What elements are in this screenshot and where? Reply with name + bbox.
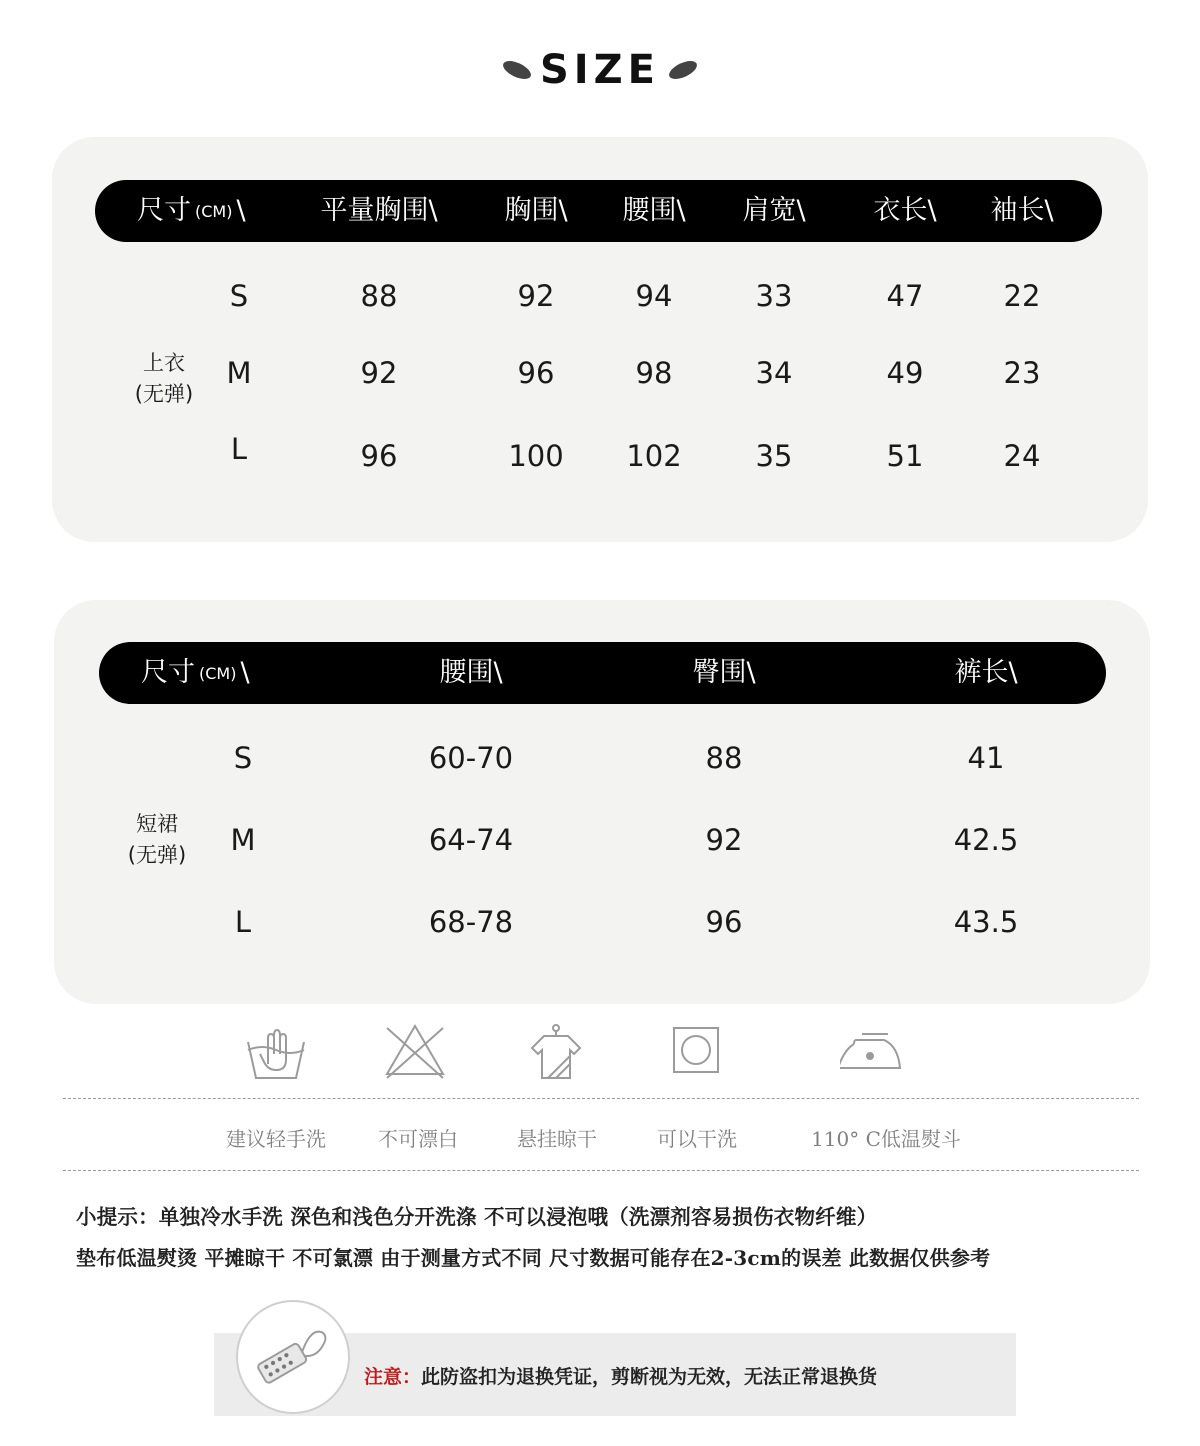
value-cell: 47 [886, 279, 924, 313]
brush-right-icon [666, 57, 699, 82]
header-col: 腰围\ [439, 657, 503, 688]
divider [63, 1098, 1139, 1099]
header-col: 胸围\ [504, 195, 568, 226]
size-cell: S [229, 279, 249, 313]
top-category-label [135, 348, 193, 410]
value-cell: 60-70 [428, 741, 514, 775]
care-label: 110° C低温熨斗 [811, 1127, 961, 1151]
value-cell: 96 [517, 356, 555, 390]
value-cell: 23 [1003, 356, 1041, 390]
value-cell: 41 [967, 741, 1005, 775]
notice-label: 注意： [364, 1366, 422, 1388]
hang-dry-icon [524, 1020, 588, 1082]
hand-wash-icon [244, 1020, 308, 1082]
header-col: 裤长\ [954, 657, 1018, 688]
value-cell: 96 [360, 439, 398, 473]
bottom-table-header [99, 642, 1106, 704]
size-title [0, 42, 1200, 98]
header-col: 腰围\ [622, 195, 686, 226]
category-name: 短裙 [135, 812, 178, 836]
value-cell: 88 [360, 279, 398, 313]
care-label: 可以干洗 [657, 1127, 737, 1151]
value-cell: 24 [1003, 439, 1041, 473]
value-cell: 43.5 [953, 905, 1019, 939]
low-iron-icon [840, 1020, 904, 1082]
value-cell: 42.5 [953, 823, 1019, 857]
value-cell: 96 [705, 905, 743, 939]
value-cell: 33 [755, 279, 793, 313]
header-size-label: 尺寸 (CM) \ [137, 195, 246, 226]
value-cell: 88 [705, 741, 743, 775]
value-cell: 35 [755, 439, 793, 473]
value-cell: 34 [755, 356, 793, 390]
bottom-category-label [128, 809, 186, 871]
value-cell: 22 [1003, 279, 1041, 313]
value-cell: 92 [360, 356, 398, 390]
value-cell: 92 [517, 279, 555, 313]
security-tag-icon [236, 1300, 350, 1414]
size-cell: M [226, 356, 252, 390]
value-cell: 92 [705, 823, 743, 857]
value-cell: 68-78 [428, 905, 514, 939]
care-label: 建议轻手洗 [226, 1127, 326, 1151]
notice-text [364, 1362, 877, 1389]
size-cell: S [233, 741, 253, 775]
divider [63, 1170, 1139, 1171]
header-size-label: 尺寸 (CM) \ [141, 657, 250, 688]
care-label: 不可漂白 [378, 1127, 458, 1151]
tips-line-2: 垫布低温熨烫 平摊晾干 不可氯漂 由于测量方式不同 尺寸数据可能存在2-3cm的误差 此数据仅供参考 [76, 1246, 991, 1270]
header-col: 臀围\ [692, 657, 756, 688]
tips-line-1: 小提示：单独冷水手洗 深色和浅色分开洗涤 不可以浸泡哦（洗漂剂容易损伤衣物纤维） [76, 1205, 878, 1229]
notice-message: 此防盗扣为退换凭证，剪断视为无效，无法正常退换货 [421, 1366, 878, 1388]
top-table-header [95, 180, 1102, 242]
header-col: 袖长\ [990, 195, 1054, 226]
value-cell: 51 [886, 439, 924, 473]
category-note: (无弹) [127, 843, 187, 867]
value-cell: 94 [635, 279, 673, 313]
value-cell: 102 [626, 439, 682, 473]
header-col: 平量胸围\ [320, 195, 438, 226]
value-cell: 98 [635, 356, 673, 390]
care-label: 悬挂晾干 [517, 1127, 597, 1151]
brush-left-icon [500, 57, 533, 82]
care-icons-row [0, 1020, 1200, 1085]
category-name: 上衣 [142, 351, 185, 375]
size-cell: L [234, 905, 252, 939]
size-cell: L [230, 432, 248, 466]
value-cell: 49 [886, 356, 924, 390]
no-bleach-icon [383, 1020, 447, 1082]
dry-clean-icon [664, 1020, 728, 1082]
category-note: (无弹) [134, 382, 194, 406]
header-col: 肩宽\ [742, 195, 806, 226]
header-col: 衣长\ [873, 195, 937, 226]
size-cell: M [230, 823, 256, 857]
size-title-text: SIZE [539, 47, 661, 93]
value-cell: 64-74 [428, 823, 514, 857]
value-cell: 100 [508, 439, 564, 473]
